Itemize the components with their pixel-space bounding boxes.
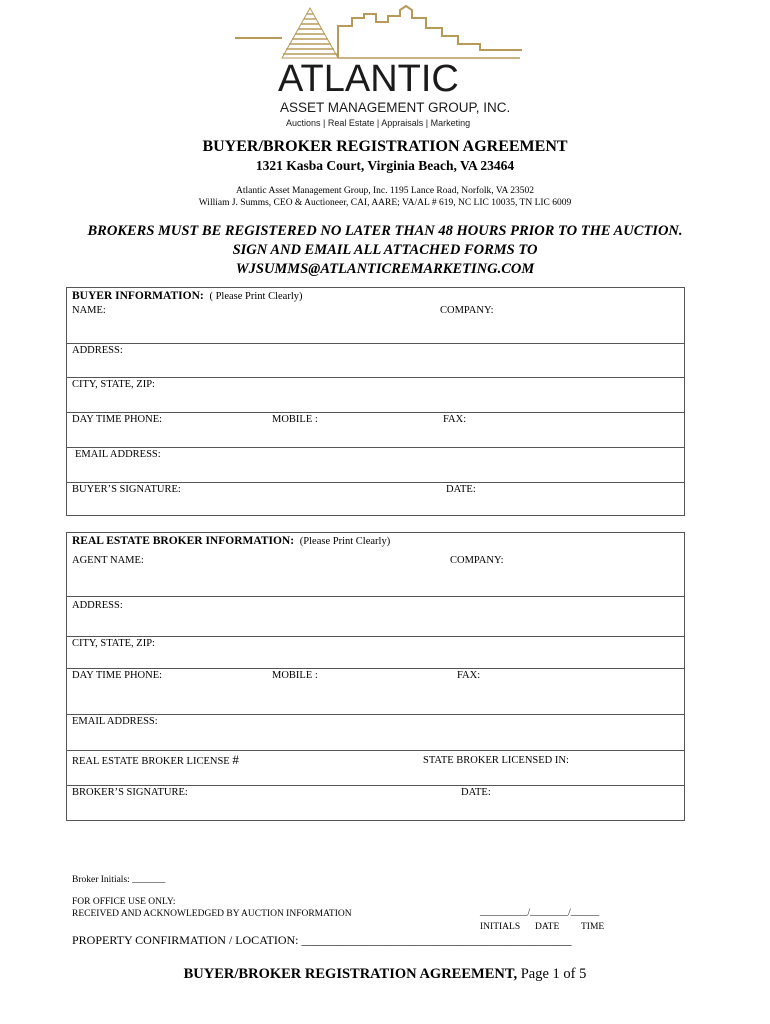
buyer-mobile-label: MOBILE : <box>272 414 318 425</box>
buyer-fax-label: FAX: <box>443 414 467 425</box>
broker-heading-text: REAL ESTATE BROKER INFORMATION: <box>72 535 295 547</box>
buyer-signature-row[interactable] <box>67 482 684 516</box>
time-column-label: TIME <box>581 922 605 932</box>
company-logo <box>230 4 530 130</box>
initials-column-label: INITIALS <box>480 922 521 932</box>
broker-city-row[interactable] <box>67 636 684 669</box>
broker-state-label: STATE BROKER LICENSED IN: <box>423 755 569 766</box>
broker-mobile-label: MOBILE : <box>272 670 318 681</box>
broker-license-row[interactable] <box>67 750 684 786</box>
broker-license-hash: # <box>232 752 239 767</box>
buyer-address-row[interactable] <box>67 343 684 378</box>
property-address: 1321 Kasba Court, Virginia Beach, VA 23464 <box>255 158 515 173</box>
logo-subtitle: ASSET MANAGEMENT GROUP, INC. <box>280 100 511 115</box>
broker-phone-row[interactable] <box>67 668 684 715</box>
notice-line-1: BROKERS MUST BE REGISTERED NO LATER THAN 48 HOURS PRIOR TO THE AUCTION. <box>87 223 683 239</box>
broker-heading-note: (Please Print Clearly) <box>299 536 391 547</box>
logo-tagline: Auctions | Real Estate | Appraisals | Marketing <box>286 118 471 128</box>
broker-license-label <box>72 752 239 768</box>
buyer-signature-label: BUYER’S SIGNATURE: <box>72 484 181 495</box>
buyer-address-label: ADDRESS: <box>72 345 123 356</box>
broker-agent-row[interactable] <box>67 533 684 597</box>
broker-phone-label: DAY TIME PHONE: <box>72 670 163 681</box>
broker-initials-field[interactable]: Broker Initials: _______ <box>72 875 166 885</box>
buyer-phone-row[interactable] <box>67 412 684 448</box>
buyer-company-label: COMPANY: <box>440 305 494 316</box>
broker-city-label: CITY, STATE, ZIP: <box>72 638 155 649</box>
license-line: William J. Summs, CEO & Auctioneer, CAI, AARE; VA/AL # 619, NC LIC 10035, TN LIC 6009 <box>198 198 572 208</box>
date-column-label: DATE <box>535 922 560 932</box>
office-received-label: RECEIVED AND ACKNOWLEDGED BY AUCTION INFORMATION <box>72 909 352 919</box>
company-address-line: Atlantic Asset Management Group, Inc. 1195 Lance Road, Norfolk, VA 23502 <box>236 186 534 196</box>
broker-company-label: COMPANY: <box>450 555 504 566</box>
buyer-city-label: CITY, STATE, ZIP: <box>72 379 155 390</box>
broker-information-section <box>66 532 685 821</box>
broker-email-label: EMAIL ADDRESS: <box>72 716 158 727</box>
buyer-date-label: DATE: <box>446 484 476 495</box>
skyline-logo-graphic <box>230 4 530 64</box>
buyer-heading-note: ( Please Print Clearly) <box>209 291 303 302</box>
broker-email-row[interactable] <box>67 714 684 751</box>
registration-notice <box>0 222 770 279</box>
broker-license-text: REAL ESTATE BROKER LICENSE <box>72 756 230 767</box>
logo-name: ATLANTIC <box>278 58 459 100</box>
broker-fax-label: FAX: <box>457 670 481 681</box>
buyer-email-label: EMAIL ADDRESS: <box>75 449 161 460</box>
buyer-name-label: NAME: <box>72 305 106 316</box>
footer-title: BUYER/BROKER REGISTRATION AGREEMENT, <box>183 966 518 982</box>
buyer-heading-text: BUYER INFORMATION: <box>72 290 204 302</box>
notice-email: WJSUMMS@ATLANTICREMARKETING.COM <box>235 261 535 277</box>
page-number: Page 1 of 5 <box>520 966 587 982</box>
broker-signature-row[interactable] <box>67 785 684 821</box>
broker-address-label: ADDRESS: <box>72 600 123 611</box>
buyer-name-row[interactable] <box>67 288 684 344</box>
document-title: BUYER/BROKER REGISTRATION AGREEMENT <box>202 138 568 155</box>
broker-date-label: DATE: <box>461 787 491 798</box>
initials-date-time-blanks[interactable]: __________/________/______ <box>480 908 600 918</box>
notice-line-2: SIGN AND EMAIL ALL ATTACHED FORMS TO <box>232 242 538 258</box>
office-use-label: FOR OFFICE USE ONLY: <box>72 897 176 907</box>
buyer-information-section <box>66 287 685 516</box>
broker-agent-label: AGENT NAME: <box>72 555 144 566</box>
page-footer <box>0 966 770 983</box>
buyer-phone-label: DAY TIME PHONE: <box>72 414 163 425</box>
buyer-email-row[interactable] <box>67 447 684 483</box>
buyer-city-row[interactable] <box>67 377 684 413</box>
broker-section-heading <box>72 535 390 547</box>
broker-signature-label: BROKER’S SIGNATURE: <box>72 787 188 798</box>
buyer-section-heading <box>72 290 303 302</box>
property-confirmation-field[interactable]: PROPERTY CONFIRMATION / LOCATION: _____________________________________________ <box>72 933 572 947</box>
broker-address-row[interactable] <box>67 596 684 637</box>
